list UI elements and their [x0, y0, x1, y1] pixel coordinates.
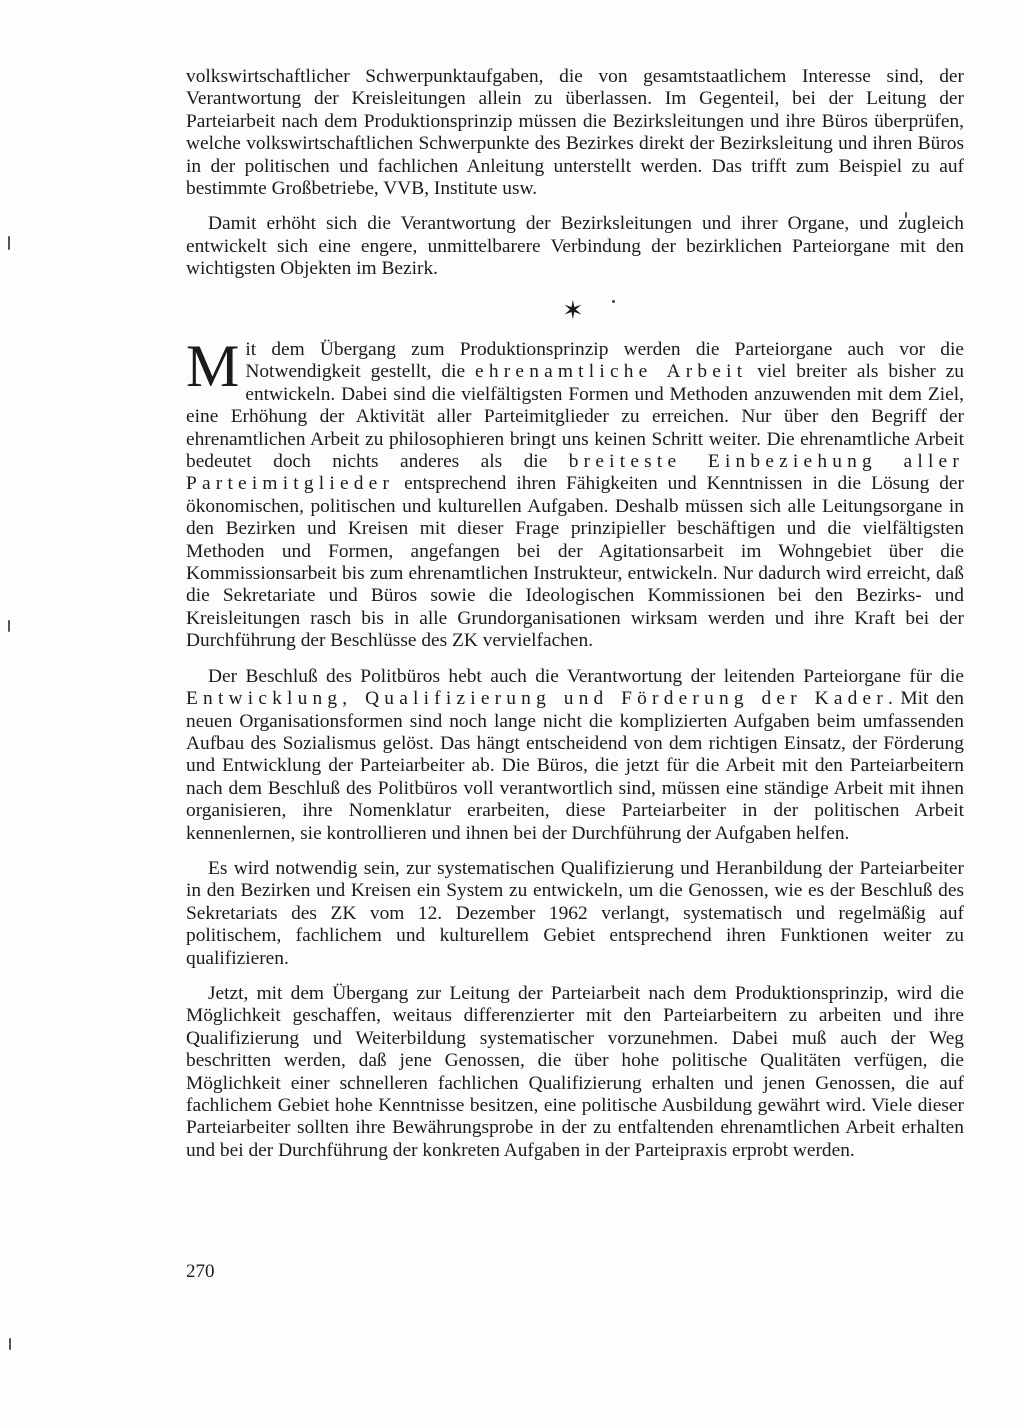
- paragraph-3: [186, 333, 964, 653]
- scan-speck: [8, 620, 10, 632]
- paragraph-4: [186, 666, 964, 845]
- paragraph-2: Damit erhöht sich die Verantwortung der Bezirksleitungen und ihrer Organe, und zugleich entwickelt sich eine engere, unmittelbarere Verbindung der bezirklichen Parteiorgane mit den wichtigsten Objekten im Bezirk.: [186, 213, 964, 280]
- text-block-main: [186, 333, 964, 1175]
- paragraph-3-spaced-2: breiteste Einbeziehung aller Parteimitglieder: [186, 451, 964, 495]
- paragraph-5: Es wird notwendig sein, zur systematischen Qualifizierung und Heranbildung der Parteiarbeiter in den Bezirken und Kreisen ein System zu entwickeln, um die Genossen, wie es der Beschluß des Sekretariats des ZK vom 12. Dezember 1962 verlangt, systematisch und regelmäßig auf politischem, fachlichem und kulturellem Gebiet entsprechend ihren Funktionen weiter zu qualifizieren.: [186, 857, 964, 969]
- paragraph-3-spaced-1: ehrenamtliche Arbeit: [475, 361, 748, 383]
- drop-cap: M: [186, 333, 240, 399]
- paragraph-3-part-b: viel breiter als bisher zu entwickeln. Dabei sind die vielfältigsten Formen und Methoden anzuwenden mit dem Ziel, eine Erhöhung der Aktivität aller Parteimitglieder zu erreichen. Nur über den Begriff der ehrenamtlichen Arbeit zu philosophieren bringt uns keinen Schritt weiter. Die ehrenamtliche Arbeit bedeutet doch nichts anderes als die: [186, 361, 964, 473]
- paragraph-4-part-b: . Mit den neuen Organisationsformen sind noch lange nicht die komplizierten Aufgaben beim umfassenden Aufbau des Sozialismus gelöst. Das hängt entscheidend von dem richtigen Einsatz, der Förderung und Entwicklung der Parteiarbeiter ab. Die Büros, die jetzt für die Arbeit mit den Parteiarbeitern nach dem Beschluß des Politbüros voll verantwortlich sind, müssen eine ständige Arbeit mit ihnen organisieren, ihre Nomenklatur erarbeiten, diese Parteiarbeiter in der politischen Arbeit kennenlernen, sie kontrollieren und ihnen bei der Durchführung der Aufgaben helfen.: [186, 688, 964, 844]
- text-block-top: [186, 66, 964, 294]
- page-number: 270: [186, 1261, 215, 1282]
- paragraph-3-part-a: it dem Übergang zum Produktionsprinzip werden die Parteiorgane auch vor die Notwendigkeit gestellt, die: [245, 339, 964, 383]
- scan-speck: [8, 236, 10, 250]
- paragraph-6: Jetzt, mit dem Übergang zur Leitung der Parteiarbeit nach dem Produktionsprinzip, wird die Möglichkeit geschaffen, weitaus differenzierter mit den Parteiarbeitern zu arbeiten und ihre Qualifizierung und Weiterbildung systematischer vorzunehmen. Dabei muß auch der Weg beschritten werden, daß jene Genossen, die über hohe politische Qualitäten verfügen, die Möglichkeit einer schnelleren fachlichen Qualifizierung erhalten und jenen Genossen, die auf fachlichem Gebiet hohe Kenntnisse besitzen, eine politische Ausbildung gewährt wird. Viele dieser Parteiarbeiter sollten ihre Bewährungsprobe in der zu entfaltenden ehrenamtlichen Arbeit erhalten und bei der Durchführung der konkreten Aufgaben in der Parteipraxis erprobt werden.: [186, 982, 964, 1161]
- paragraph-1: volkswirtschaftlicher Schwerpunktaufgaben, die von gesamtstaatlichem Interesse sind, der Verantwortung der Kreisleitungen allein zu überlassen. Im Gegenteil, bei der Leitung der Parteiarbeit nach dem Produktionsprinzip müssen die Bezirksleitungen und ihre Büros überprüfen, welche volkswirtschaftlichen Schwerpunkte des Bezirkes direkt der Bezirksleitung und ihren Büros in der politischen und fachlichen Anleitung unterstellt werden. Das trifft zum Beispiel zu auf bestimmte Großbetriebe, VVB, Institute usw.: [186, 66, 964, 200]
- paragraph-3-part-c: entsprechend ihren Fähigkeiten und Kenntnissen in die Lösung der ökonomischen, politischen und kulturellen Aufgaben. Deshalb müssen sich alle Leitungsorgane in den Bezirken und Kreisen mit dieser Frage prinzipieller beschäftigen und die vielfältigsten Methoden und Formen, angefangen bei der Agitationsarbeit im Wohngebiet über die Kommissionsarbeit bis zum ehrenamtlichen Instrukteur, entwickeln. Nur dadurch wird erreicht, daß die Sekretariate und Büros sowie die Ideologischen Kommissionen bei den Bezirks- und Kreisleitungen rasch bis in alle Grundorganisationen wirksam werden und ihre Kraft bei der Durchführung der Beschlüsse des ZK vervielfachen.: [186, 473, 964, 652]
- scan-speck: [612, 300, 615, 303]
- paragraph-4-spaced-1: Entwicklung, Qualifizierung und Förderung der Kader: [186, 688, 889, 710]
- paragraph-4-part-a: Der Beschluß des Politbüros hebt auch die Verantwortung der leitenden Parteiorgane für die: [208, 665, 964, 687]
- section-divider-star: ✶: [562, 296, 584, 325]
- scan-speck: [9, 1338, 11, 1350]
